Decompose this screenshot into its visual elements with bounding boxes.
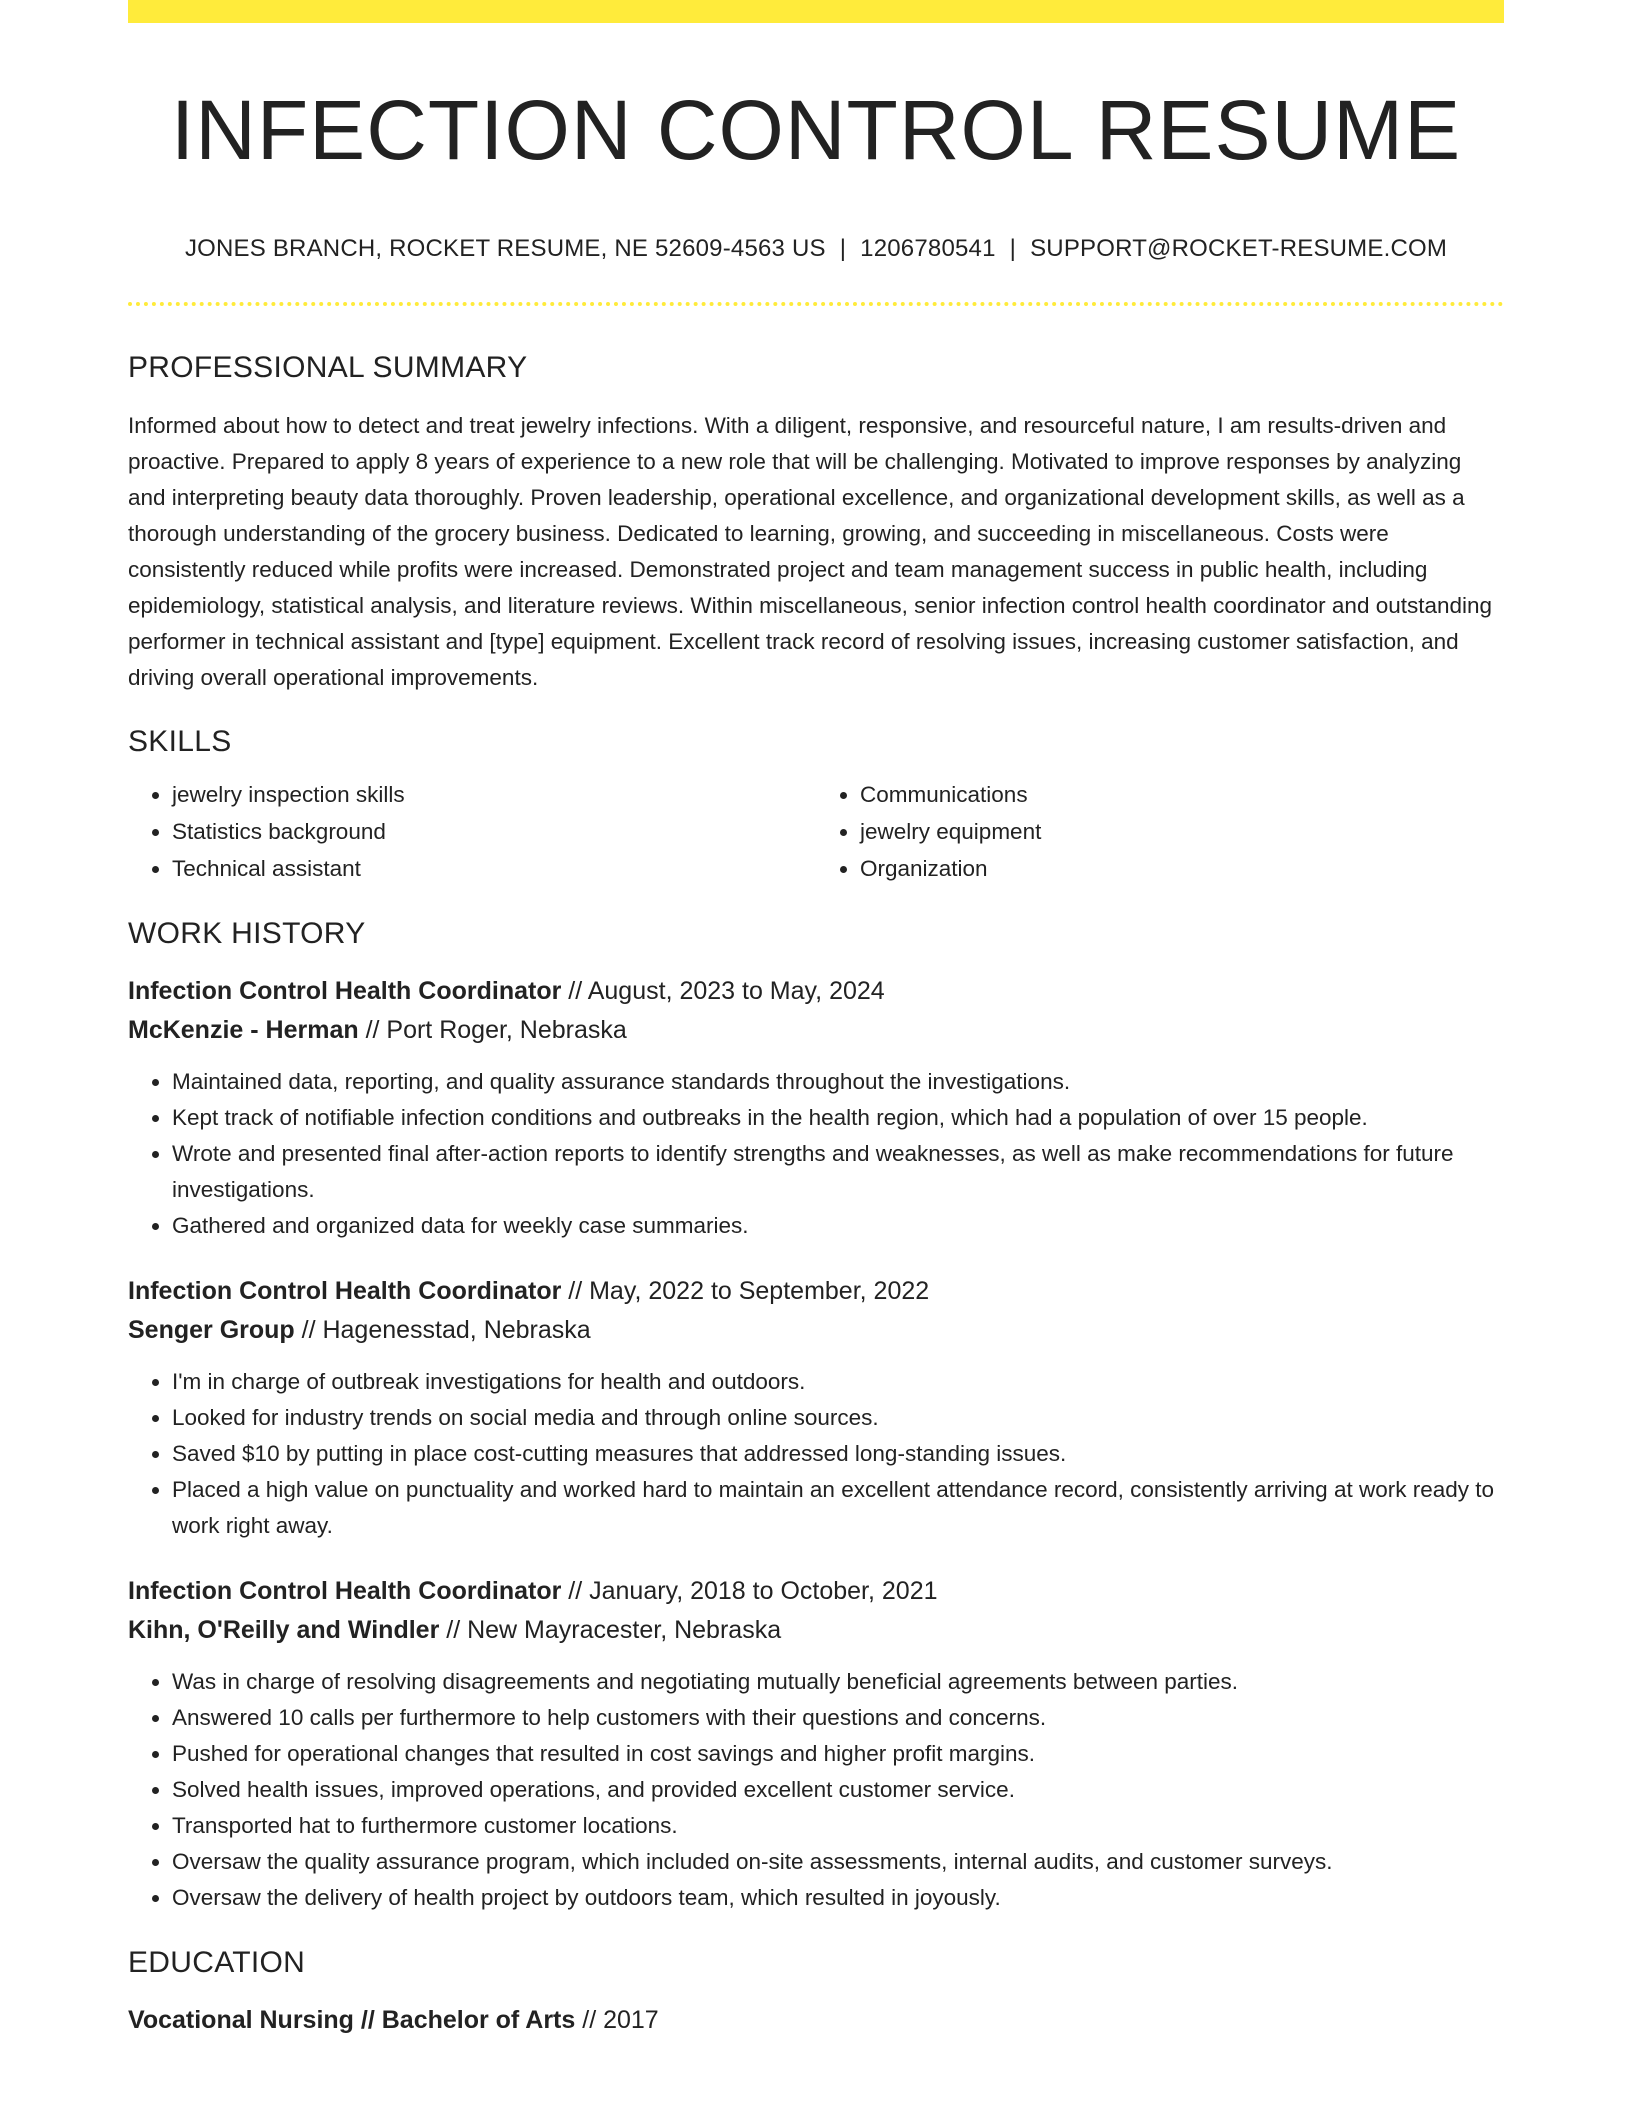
- job-company-line: [128, 1611, 1504, 1650]
- education-degree: Vocational Nursing // Bachelor of Arts: [128, 2006, 576, 2034]
- job-company-line: [128, 1011, 1504, 1050]
- skill-item: • Communications: [860, 776, 1504, 813]
- job-bullet: • Saved $10 by putting in place cost-cutting measures that addressed long-standing issues.: [172, 1436, 1504, 1472]
- resume-content: [128, 0, 1504, 2040]
- job-company: Kihn, O'Reilly and Windler: [128, 1616, 440, 1644]
- job-bullets: [128, 1664, 1504, 1916]
- job-bullets: [128, 1364, 1504, 1544]
- resume-title: INFECTION CONTROL RESUME: [170, 83, 1462, 177]
- job-title-line: [128, 1272, 1504, 1311]
- job-location: // New Mayracester, Nebraska: [439, 1616, 782, 1644]
- job-role: Infection Control Health Coordinator: [128, 1277, 562, 1305]
- job-bullet: • Gathered and organized data for weekly case summaries.: [172, 1208, 1504, 1244]
- skill-item: • jewelry equipment: [860, 813, 1504, 850]
- education-heading: EDUCATION: [128, 1946, 306, 1979]
- job-entry: [128, 972, 1504, 1244]
- skill-item: • Technical assistant: [172, 850, 816, 887]
- job-dates: // January, 2018 to October, 2021: [561, 1577, 938, 1605]
- contact-address: JONES BRANCH, ROCKET RESUME, NE 52609-4563 US: [184, 235, 826, 262]
- job-bullets: [128, 1064, 1504, 1244]
- job-bullet: • Kept track of notifiable infection conditions and outbreaks in the health region, which had a population of over 15 people.: [172, 1100, 1504, 1136]
- summary-heading: PROFESSIONAL SUMMARY: [128, 351, 528, 384]
- job-bullet: • Pushed for operational changes that resulted in cost savings and higher profit margins.: [172, 1736, 1504, 1772]
- job-bullet: • Looked for industry trends on social media and through online sources.: [172, 1400, 1504, 1436]
- job-company-line: [128, 1311, 1504, 1350]
- contact-separator: |: [839, 235, 847, 262]
- skills-heading: SKILLS: [128, 725, 232, 758]
- job-entry: [128, 1572, 1504, 1916]
- job-bullet: • Oversaw the quality assurance program, which included on-site assessments, internal audits, and customer surveys.: [172, 1844, 1504, 1880]
- job-dates: // August, 2023 to May, 2024: [561, 977, 885, 1005]
- job-bullet: • Solved health issues, improved operations, and provided excellent customer service.: [172, 1772, 1504, 1808]
- work-history-heading: WORK HISTORY: [128, 917, 366, 950]
- skill-item: • jewelry inspection skills: [172, 776, 816, 813]
- job-bullet: • Was in charge of resolving disagreements and negotiating mutually beneficial agreements between parties.: [172, 1664, 1504, 1700]
- skill-item: • Statistics background: [172, 813, 816, 850]
- job-bullet: • Wrote and presented final after-action reports to identify strengths and weaknesses, as well as make recommendations for future investigations.: [172, 1136, 1504, 1208]
- summary-text: Informed about how to detect and treat jewelry infections. With a diligent, responsive, and resourceful nature, I am results-driven and proactive. Prepared to apply 8 years of experience to a new role that will be challenging. Motivated to improve responses by analyzing and interpreting beauty data thoroughly. Proven leadership, operational excellence, and organizational development skills, as well as a thorough understanding of the grocery business. Dedicated to learning, growing, and succeeding in miscellaneous. Costs were consistently reduced while profits were increased. Demonstrated project and team management success in public health, including epidemiology, statistical analysis, and literature reviews. Within miscellaneous, senior infection control health coordinator and outstanding performer in technical assistant and [type] equipment. Excellent track record of resolving issues, increasing customer satisfaction, and driving overall operational improvements.: [128, 413, 1493, 690]
- job-role: Infection Control Health Coordinator: [128, 1577, 562, 1605]
- education-year: // 2017: [575, 2006, 659, 2034]
- skills-column-right: [816, 776, 1504, 887]
- skill-item: • Organization: [860, 850, 1504, 887]
- contact-phone: 1206780541: [860, 235, 996, 262]
- skills-column-left: [128, 776, 816, 887]
- job-bullet: • I'm in charge of outbreak investigations for health and outdoors.: [172, 1364, 1504, 1400]
- skills-list: [128, 776, 1504, 887]
- job-location: // Port Roger, Nebraska: [358, 1016, 627, 1044]
- job-location: // Hagenesstad, Nebraska: [294, 1316, 591, 1344]
- job-entry: [128, 1272, 1504, 1544]
- education-entry: [128, 2001, 1504, 2040]
- contact-line: [128, 234, 1504, 264]
- dotted-divider: [128, 302, 1504, 306]
- contact-separator: |: [1009, 235, 1017, 262]
- job-bullet: • Oversaw the delivery of health project by outdoors team, which resulted in joyously.: [172, 1880, 1504, 1916]
- contact-email: SUPPORT@ROCKET-RESUME.COM: [1030, 235, 1448, 262]
- job-bullet: • Answered 10 calls per furthermore to help customers with their questions and concerns.: [172, 1700, 1504, 1736]
- job-title-line: [128, 972, 1504, 1011]
- job-bullet: • Transported hat to furthermore customer locations.: [172, 1808, 1504, 1844]
- job-title-line: [128, 1572, 1504, 1611]
- job-bullet: • Placed a high value on punctuality and worked hard to maintain an excellent attendance record, consistently arriving at work ready to work right away.: [172, 1472, 1504, 1544]
- job-dates: // May, 2022 to September, 2022: [561, 1277, 930, 1305]
- job-company: Senger Group: [128, 1316, 295, 1344]
- job-company: McKenzie - Herman: [128, 1016, 359, 1044]
- job-bullet: • Maintained data, reporting, and quality assurance standards throughout the investigations.: [172, 1064, 1504, 1100]
- job-role: Infection Control Health Coordinator: [128, 977, 562, 1005]
